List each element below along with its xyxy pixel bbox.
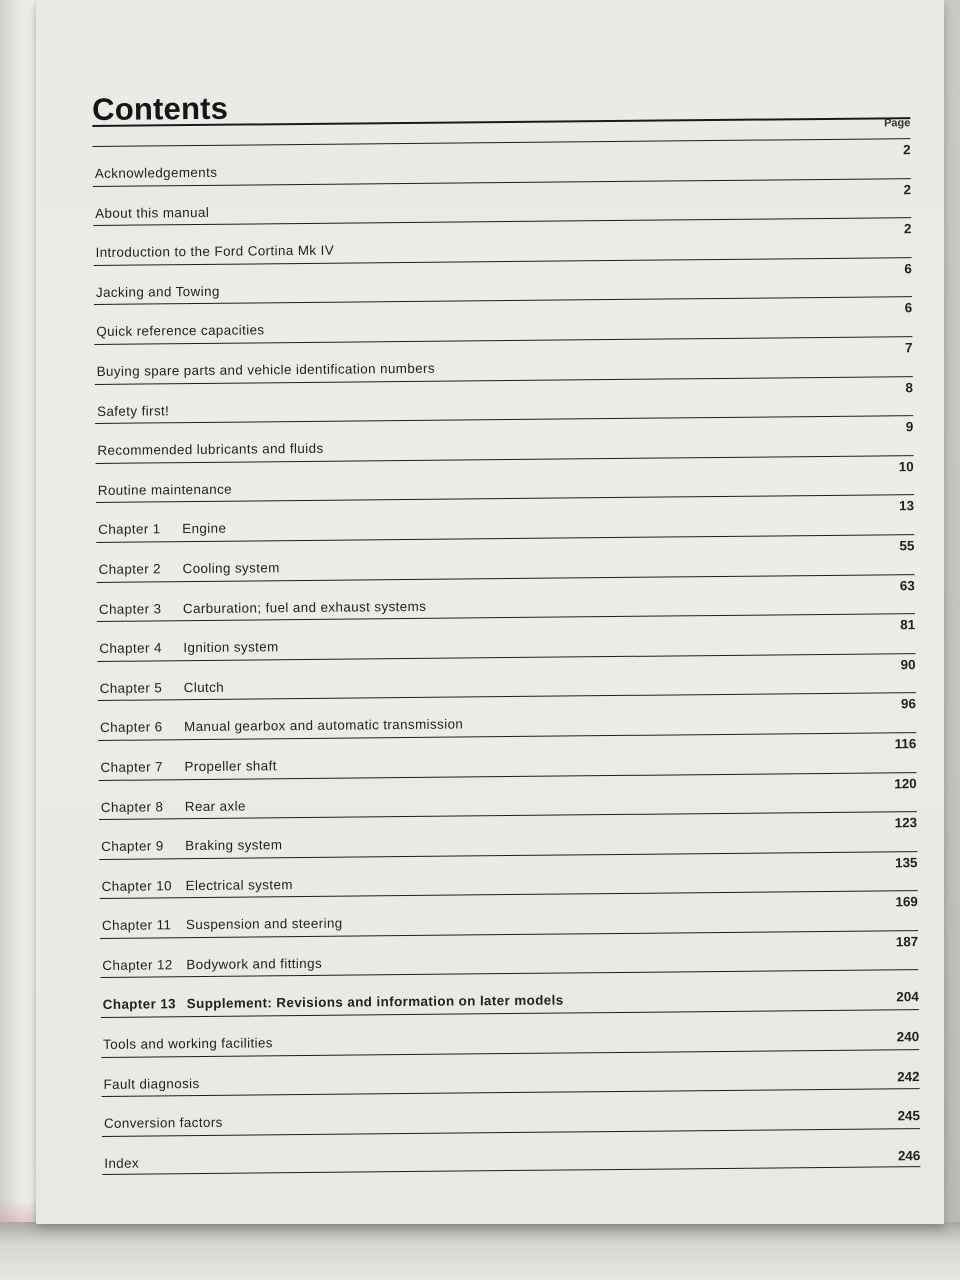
entry-page: 242 bbox=[897, 1068, 920, 1084]
entry-page: 55 bbox=[899, 538, 915, 554]
chapter-number: Chapter 8 bbox=[100, 798, 164, 815]
entry-page: 169 bbox=[895, 894, 918, 910]
chapter-title: Suspension and steering bbox=[185, 915, 343, 933]
entry-label bbox=[102, 877, 293, 894]
contents-block bbox=[92, 84, 921, 1171]
chapter-title: Engine bbox=[182, 521, 227, 537]
entry-label bbox=[98, 521, 226, 537]
chapter-number: Chapter 6 bbox=[100, 719, 163, 736]
entry-page: 245 bbox=[897, 1108, 920, 1124]
entry-label: Buying spare parts and vehicle identification numbers bbox=[96, 360, 436, 379]
entry-label: Jacking and Towing bbox=[95, 283, 220, 300]
chapter-number: Chapter 2 bbox=[98, 561, 162, 577]
entry-label: Routine maintenance bbox=[97, 481, 233, 498]
entry-page: 13 bbox=[899, 498, 915, 514]
entry-page: 2 bbox=[903, 142, 911, 158]
chapter-title: Propeller shaft bbox=[184, 758, 277, 775]
entry-label bbox=[100, 717, 463, 735]
entry-page: 81 bbox=[900, 617, 916, 633]
entry-label: About this manual bbox=[95, 204, 210, 221]
entry-label bbox=[100, 679, 224, 695]
chapter-title: Manual gearbox and automatic transmission bbox=[184, 716, 464, 735]
chapter-title: Ignition system bbox=[183, 639, 279, 656]
entry-label bbox=[99, 560, 280, 577]
entry-page: 123 bbox=[894, 815, 918, 831]
entry-label: Tools and working facilities bbox=[103, 1035, 273, 1052]
entry-label bbox=[103, 993, 564, 1012]
chapter-title: Supplement: Revisions and information on later models bbox=[186, 992, 564, 1012]
entry-label bbox=[102, 956, 322, 973]
entry-label: Safety first! bbox=[96, 402, 170, 419]
chapter-number: Chapter 4 bbox=[99, 640, 162, 657]
chapter-title: Carburation; fuel and exhaust systems bbox=[182, 598, 427, 616]
chapter-title: Electrical system bbox=[185, 876, 293, 893]
page-column-label: Page bbox=[883, 117, 911, 130]
entry-page: 204 bbox=[896, 989, 919, 1005]
entry-page: 6 bbox=[904, 300, 913, 316]
toc-row bbox=[102, 1128, 920, 1175]
contents-page bbox=[36, 0, 944, 1224]
chapter-number: Chapter 5 bbox=[99, 680, 163, 696]
chapter-number: Chapter 7 bbox=[100, 759, 163, 775]
entry-page: 10 bbox=[898, 458, 914, 475]
chapter-number: Chapter 12 bbox=[102, 957, 173, 973]
chapter-number: Chapter 11 bbox=[101, 917, 172, 934]
entry-page: 8 bbox=[905, 379, 913, 395]
entry-label bbox=[101, 798, 246, 814]
entry-page: 9 bbox=[905, 419, 914, 435]
entry-page: 246 bbox=[897, 1147, 921, 1164]
entry-page: 63 bbox=[899, 577, 915, 593]
entry-page: 2 bbox=[903, 181, 912, 197]
chapter-number: Chapter 3 bbox=[98, 600, 162, 617]
chapter-title: Braking system bbox=[185, 837, 283, 854]
entry-page: 2 bbox=[903, 221, 912, 237]
entry-label: Introduction to the Ford Cortina Mk IV bbox=[95, 242, 335, 261]
entry-label bbox=[100, 758, 276, 775]
entry-label bbox=[99, 639, 278, 656]
entry-label bbox=[101, 837, 282, 854]
chapter-title: Clutch bbox=[183, 679, 225, 695]
entry-page: 116 bbox=[894, 736, 917, 752]
chapter-title: Cooling system bbox=[182, 560, 280, 577]
entry-page: 6 bbox=[904, 260, 912, 276]
chapter-number: Chapter 1 bbox=[98, 521, 161, 538]
book-page-edge bbox=[0, 0, 41, 1240]
entry-label: Quick reference capacities bbox=[96, 322, 265, 340]
chapter-number: Chapter 13 bbox=[102, 996, 177, 1013]
entry-page: 7 bbox=[904, 340, 913, 356]
entry-label: Index bbox=[104, 1155, 140, 1171]
chapter-title: Bodywork and fittings bbox=[186, 955, 323, 973]
entry-page: 135 bbox=[895, 854, 918, 871]
entry-label bbox=[99, 598, 426, 616]
contents-list bbox=[93, 138, 921, 1175]
entry-page: 187 bbox=[895, 933, 919, 950]
entry-label: Acknowledgements bbox=[94, 164, 218, 181]
chapter-title: Rear axle bbox=[184, 798, 246, 814]
entry-page: 120 bbox=[894, 775, 917, 791]
entry-label: Conversion factors bbox=[103, 1115, 223, 1132]
chapter-number: Chapter 10 bbox=[101, 877, 172, 894]
entry-label bbox=[102, 916, 343, 933]
entry-label: Fault diagnosis bbox=[103, 1075, 200, 1092]
entry-page: 96 bbox=[900, 696, 916, 712]
entry-page: 90 bbox=[900, 656, 916, 672]
entry-page: 240 bbox=[896, 1029, 920, 1045]
chapter-number: Chapter 9 bbox=[101, 838, 164, 855]
page-title: Contents bbox=[92, 90, 229, 127]
entry-label: Recommended lubricants and fluids bbox=[97, 440, 324, 459]
table-surface bbox=[0, 1222, 960, 1280]
